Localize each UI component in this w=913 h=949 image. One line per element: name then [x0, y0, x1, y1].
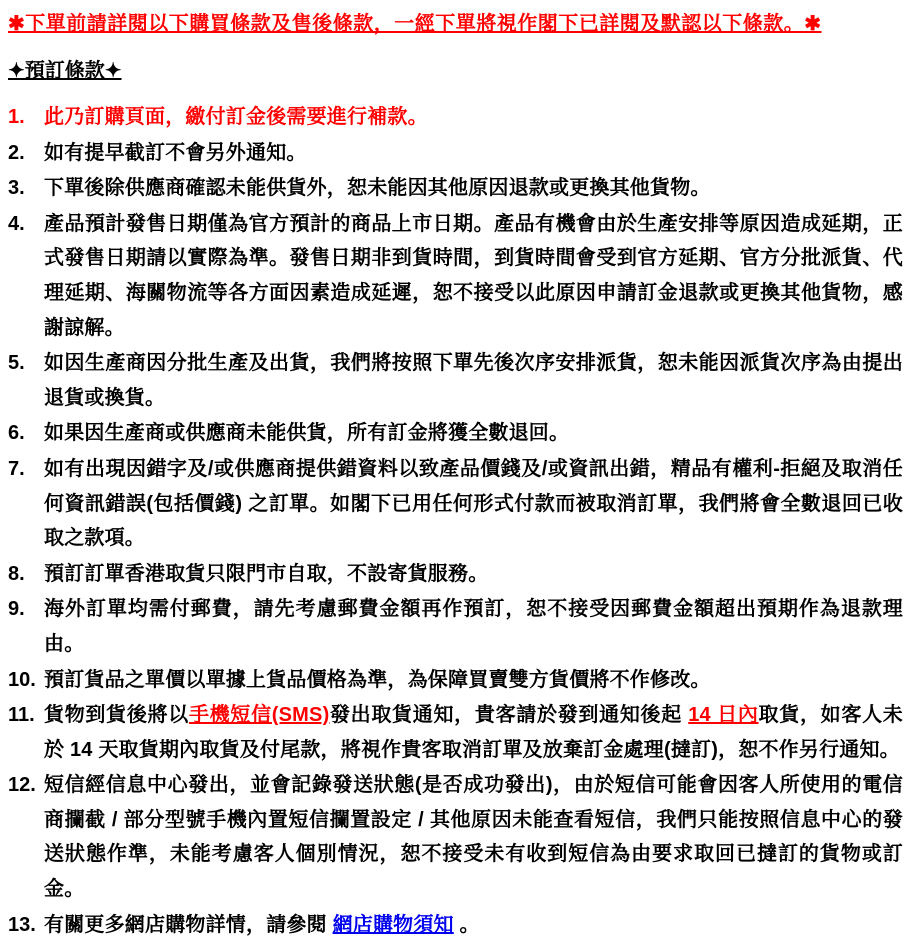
- term-number: 5.: [8, 352, 25, 375]
- term-number: 3.: [8, 177, 25, 200]
- term-number: 9.: [8, 598, 25, 621]
- term-text-segment: 如有提早截訂不會另外通知。: [44, 141, 307, 164]
- term-text: [44, 207, 903, 345]
- term-text: [44, 346, 903, 415]
- term-item: [8, 557, 903, 592]
- term-text: [44, 100, 903, 135]
- term-number: 7.: [8, 457, 25, 480]
- term-text: [44, 416, 903, 451]
- term-text: [44, 698, 903, 767]
- term-item: [8, 100, 903, 135]
- term-text-segment: 海外訂單均需付郵費，請先考慮郵費金額再作預訂，恕不接受因郵費金額超出預期作為退款理由。: [44, 598, 903, 655]
- term-text-segment: 手機短信(SMS): [188, 704, 330, 727]
- term-number: 11.: [8, 704, 35, 727]
- term-item: [8, 698, 903, 767]
- term-number: 12.: [8, 774, 36, 797]
- term-text: [44, 557, 903, 592]
- term-item: [8, 452, 903, 556]
- term-number: 1.: [8, 106, 25, 128]
- term-item: [8, 207, 903, 345]
- term-item: [8, 171, 903, 206]
- term-number: 10.: [8, 668, 36, 691]
- term-text: [44, 452, 903, 556]
- term-item: [8, 416, 903, 451]
- term-text-segment: 有關更多網店購物詳情，請參閱: [44, 913, 333, 936]
- store-guide-link[interactable]: 網店購物須知: [332, 913, 454, 936]
- term-text-segment: 貨物到貨後將以: [44, 704, 189, 727]
- term-text-segment: 下單後除供應商確認未能供貨外，恕未能因其他原因退款或更換其他貨物。: [44, 177, 711, 200]
- term-text: [44, 171, 903, 206]
- term-text: [44, 663, 903, 698]
- term-item: [8, 592, 903, 661]
- term-text: [44, 136, 903, 171]
- terms-list: [8, 100, 903, 942]
- term-text-segment: 取貨，如客人未於 14 天取貨期內取貨及付尾款，將視作貴客取消訂單及放棄訂金處理(撻訂)，恕不作另行通知。: [44, 704, 903, 761]
- term-text-segment: 此乃訂購頁面，繳付訂金後需要進行補款。: [44, 106, 428, 128]
- term-text-segment: 預訂貨品之單價以單據上貨品價格為準，為保障買賣雙方貨價將不作修改。: [44, 668, 711, 691]
- term-item: [8, 346, 903, 415]
- section-header-preorder-terms: ✦預訂條款✦: [8, 60, 122, 82]
- term-text-segment: 如果因生產商或供應商未能供貨，所有訂金將獲全數退回。: [44, 422, 570, 445]
- term-text-segment: 預訂訂單香港取貨只限門市自取，不設寄貨服務。: [44, 562, 489, 585]
- term-text-segment: 產品預計發售日期僅為官方預計的商品上市日期。產品有機會由於生產安排等原因造成延期，正式發售日期請以實際為準。發售日期非到貨時間，到貨時間會受到官方延期、官方分批派貨、代理延期、海關物流等各方面因素造成延遲，恕不接受以此原因申請訂金退款或更換其他貨物，感謝諒解。: [44, 212, 903, 339]
- term-text-segment: 發出取貨通知，貴客請於發到通知後起: [329, 704, 689, 727]
- term-item: [8, 768, 903, 906]
- term-item: [8, 908, 903, 943]
- page-title: ✱下單前請詳閱以下購買條款及售後條款，一經下單將視作閣下已詳閱及默認以下條款。✱: [8, 13, 822, 35]
- term-number: 4.: [8, 212, 25, 235]
- term-text-segment: 短信經信息中心發出，並會記錄發送狀態(是否成功發出)，由於短信可能會因客人所使用的電信商攔截 / 部分型號手機內置短信攔置設定 / 其他原因未能查看短信，我們只能按照信息中心的發送狀態作準，未能考慮客人個別情況，恕不接受未有收到短信為由要求取回已撻訂的貨物或訂金。: [44, 774, 903, 901]
- term-text: [44, 768, 903, 906]
- term-text-segment: 。: [453, 913, 480, 936]
- term-number: 13.: [8, 913, 36, 936]
- term-text: [44, 908, 903, 943]
- term-text-segment: 如有出現因錯字及/或供應商提供錯資料以致產品價錢及/或資訊出錯，精品有權利-拒絕及取消任何資訊錯誤(包括價錢) 之訂單。如閣下已用任何形式付款而被取消訂單，我們將會全數退回已收取之款項。: [44, 457, 903, 550]
- term-number: 2.: [8, 141, 25, 164]
- term-text-segment: 如因生產商因分批生產及出貨，我們將按照下單先後次序安排派貨，恕未能因派貨次序為由提出退貨或換貨。: [44, 352, 903, 409]
- term-number: 6.: [8, 422, 25, 445]
- term-item: [8, 663, 903, 698]
- term-text: [44, 592, 903, 661]
- term-item: [8, 136, 903, 171]
- term-number: 8.: [8, 562, 25, 585]
- term-text-segment: 14 日內: [688, 704, 759, 727]
